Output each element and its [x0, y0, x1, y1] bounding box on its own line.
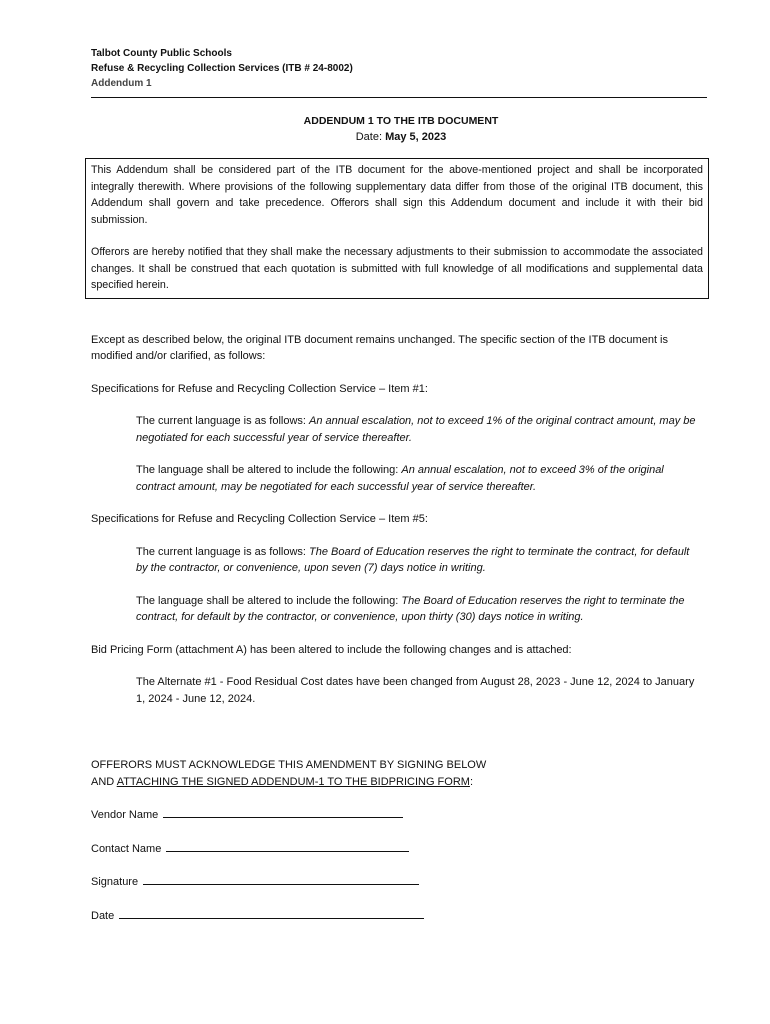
item1-current [136, 413, 701, 446]
contact-name-field[interactable] [91, 840, 715, 858]
item5-current-text: The Board of Education reserves the right to terminate the contract, for default by the contractor, or convenience, upon seven (7) days notice in writing. [136, 545, 690, 574]
signature-line[interactable] [143, 873, 419, 885]
signature-field[interactable] [91, 873, 715, 891]
vendor-name-label: Vendor Name [91, 809, 159, 821]
document-title: ADDENDUM 1 TO THE ITB DOCUMENT [303, 115, 499, 127]
item1-current-label: The current language is as follows: [136, 415, 310, 427]
header-rule [91, 97, 707, 98]
date-field[interactable] [91, 907, 715, 925]
header-addendum: Addendum 1 [91, 78, 152, 89]
document-date [91, 129, 711, 145]
item5-altered-label: The language shall be altered to include the following: [136, 594, 402, 607]
date-field-label: Date [91, 909, 115, 922]
signature-label: Signature [91, 876, 139, 888]
item5-heading: Specifications for Refuse and Recycling Collection Service – Item #5: [91, 513, 428, 525]
contact-name-line[interactable] [166, 840, 409, 852]
item5-current [136, 544, 701, 577]
item5-altered [136, 593, 701, 626]
bid-form-paragraph: Bid Pricing Form (attachment A) has been altered to include the following changes and is attached: [91, 643, 572, 656]
date-value: May 5, 2023 [385, 131, 447, 143]
item1-altered [136, 462, 701, 495]
item1-altered-text: An annual escalation, not to exceed 3% of the original contract amount, may be negotiated for each successful year of service thereafter. [136, 464, 664, 493]
contact-name-label: Contact Name [91, 842, 162, 855]
acknowledge-block [91, 757, 715, 790]
acknowledge-underlined: ATTACHING THE SIGNED ADDENDUM-1 TO THE BIDPRICING FORM [116, 775, 470, 788]
acknowledge-line-2 [91, 774, 715, 791]
document-page [91, 46, 715, 924]
alternate-paragraph: The Alternate #1 - Food Residual Cost dates have been changed from August 28, 2023 - June 12, 2024 to January 1, 2024 - June 12, 2024. [136, 676, 695, 705]
header-org: Talbot County Public Schools [91, 48, 232, 59]
notice-box [85, 158, 709, 299]
vendor-name-field[interactable] [91, 806, 715, 824]
item1-heading: Specifications for Refuse and Recycling Collection Service – Item #1: [91, 382, 428, 395]
item1-altered-label: The language shall be altered to include the following: [136, 464, 402, 476]
notice-paragraph-1: This Addendum shall be considered part of the ITB document for the above-mentioned project and shall be incorporated integrally therewith. Where provisions of the following supplementary data differ from those of the original ITB document, this Addendum shall govern and take precedence. Offerors shall sign this Addendum document and include it with their bid submission. [91, 164, 703, 226]
acknowledge-line-1: OFFERORS MUST ACKNOWLEDGE THIS AMENDMENT BY SIGNING BELOW [91, 759, 487, 771]
date-field-line[interactable] [119, 907, 424, 919]
header-project: Refuse & Recycling Collection Services (ITB # 24-8002) [91, 63, 353, 74]
item1-current-text: An annual escalation, not to exceed 1% of the original contract amount, may be negotiated for each successful year of service thereafter. [136, 415, 696, 444]
notice-paragraph-2: Offerors are hereby notified that they shall make the necessary adjustments to their submission to accommodate the associated changes. It shall be construed that each quotation is submitted with full knowledge of all modifications and supplemental data specified herein. [91, 246, 703, 291]
acknowledge-prefix: AND [91, 775, 117, 788]
vendor-name-line[interactable] [163, 806, 403, 818]
except-paragraph: Except as described below, the original ITB document remains unchanged. The specific section of the ITB document is modified and/or clarified, as follows: [91, 333, 669, 362]
item5-altered-text: The Board of Education reserves the right to terminate the contract, for default by the contractor, or convenience, upon thirty (30) days notice in writing. [136, 594, 685, 623]
acknowledge-suffix: : [469, 775, 474, 788]
item5-current-label: The current language is as follows: [136, 545, 310, 558]
date-label: Date: [355, 131, 386, 143]
